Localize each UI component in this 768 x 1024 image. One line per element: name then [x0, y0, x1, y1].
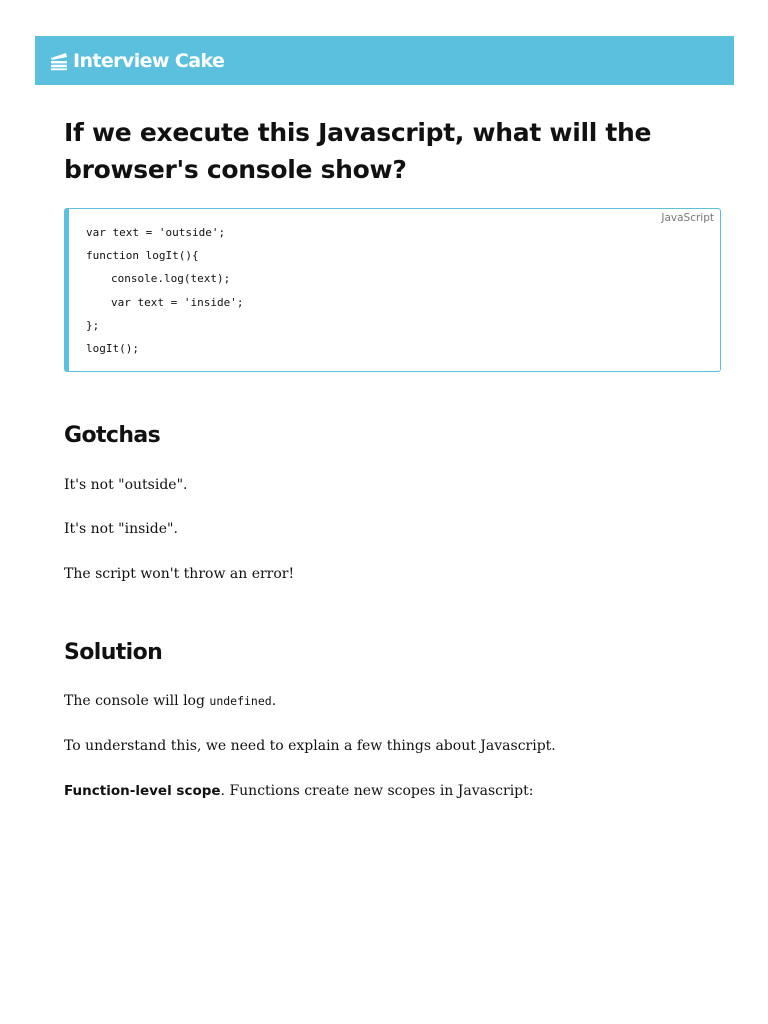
code-line: logIt();	[86, 342, 139, 356]
inline-code: undefined	[209, 694, 272, 708]
cake-icon	[49, 51, 69, 71]
solution-text: The console will log	[64, 693, 210, 709]
gotcha-item: The script won't throw an error!	[64, 566, 295, 582]
solution-text: . Functions create new scopes in Javascript:	[220, 783, 534, 799]
solution-paragraph-3	[64, 781, 533, 801]
solution-paragraph-2: To understand this, we need to explain a few things about Javascript.	[64, 738, 556, 754]
code-line: console.log(text);	[111, 272, 231, 286]
gotcha-item: It's not "inside".	[64, 521, 178, 537]
gotcha-item: It's not "outside".	[64, 477, 188, 493]
interview-cake-logo[interactable]	[49, 50, 224, 72]
code-line: var text = 'outside';	[86, 226, 226, 239]
question-title: If we execute this Javascript, what will the browser's console show?	[64, 118, 652, 184]
solution-text: .	[271, 693, 277, 709]
function-level-scope-term: Function-level scope	[64, 783, 221, 799]
code-line: };	[86, 318, 100, 332]
logo-text: Interview Cake	[73, 49, 225, 72]
code-block	[64, 208, 721, 372]
code-language-label: JavaScript	[661, 212, 714, 224]
solution-paragraph-1	[64, 691, 276, 711]
gotchas-heading: Gotchas	[64, 423, 161, 448]
code-line: function logIt(){	[86, 249, 199, 263]
code-line: var text = 'inside';	[111, 295, 244, 309]
site-header	[35, 36, 734, 85]
solution-heading: Solution	[64, 640, 163, 665]
